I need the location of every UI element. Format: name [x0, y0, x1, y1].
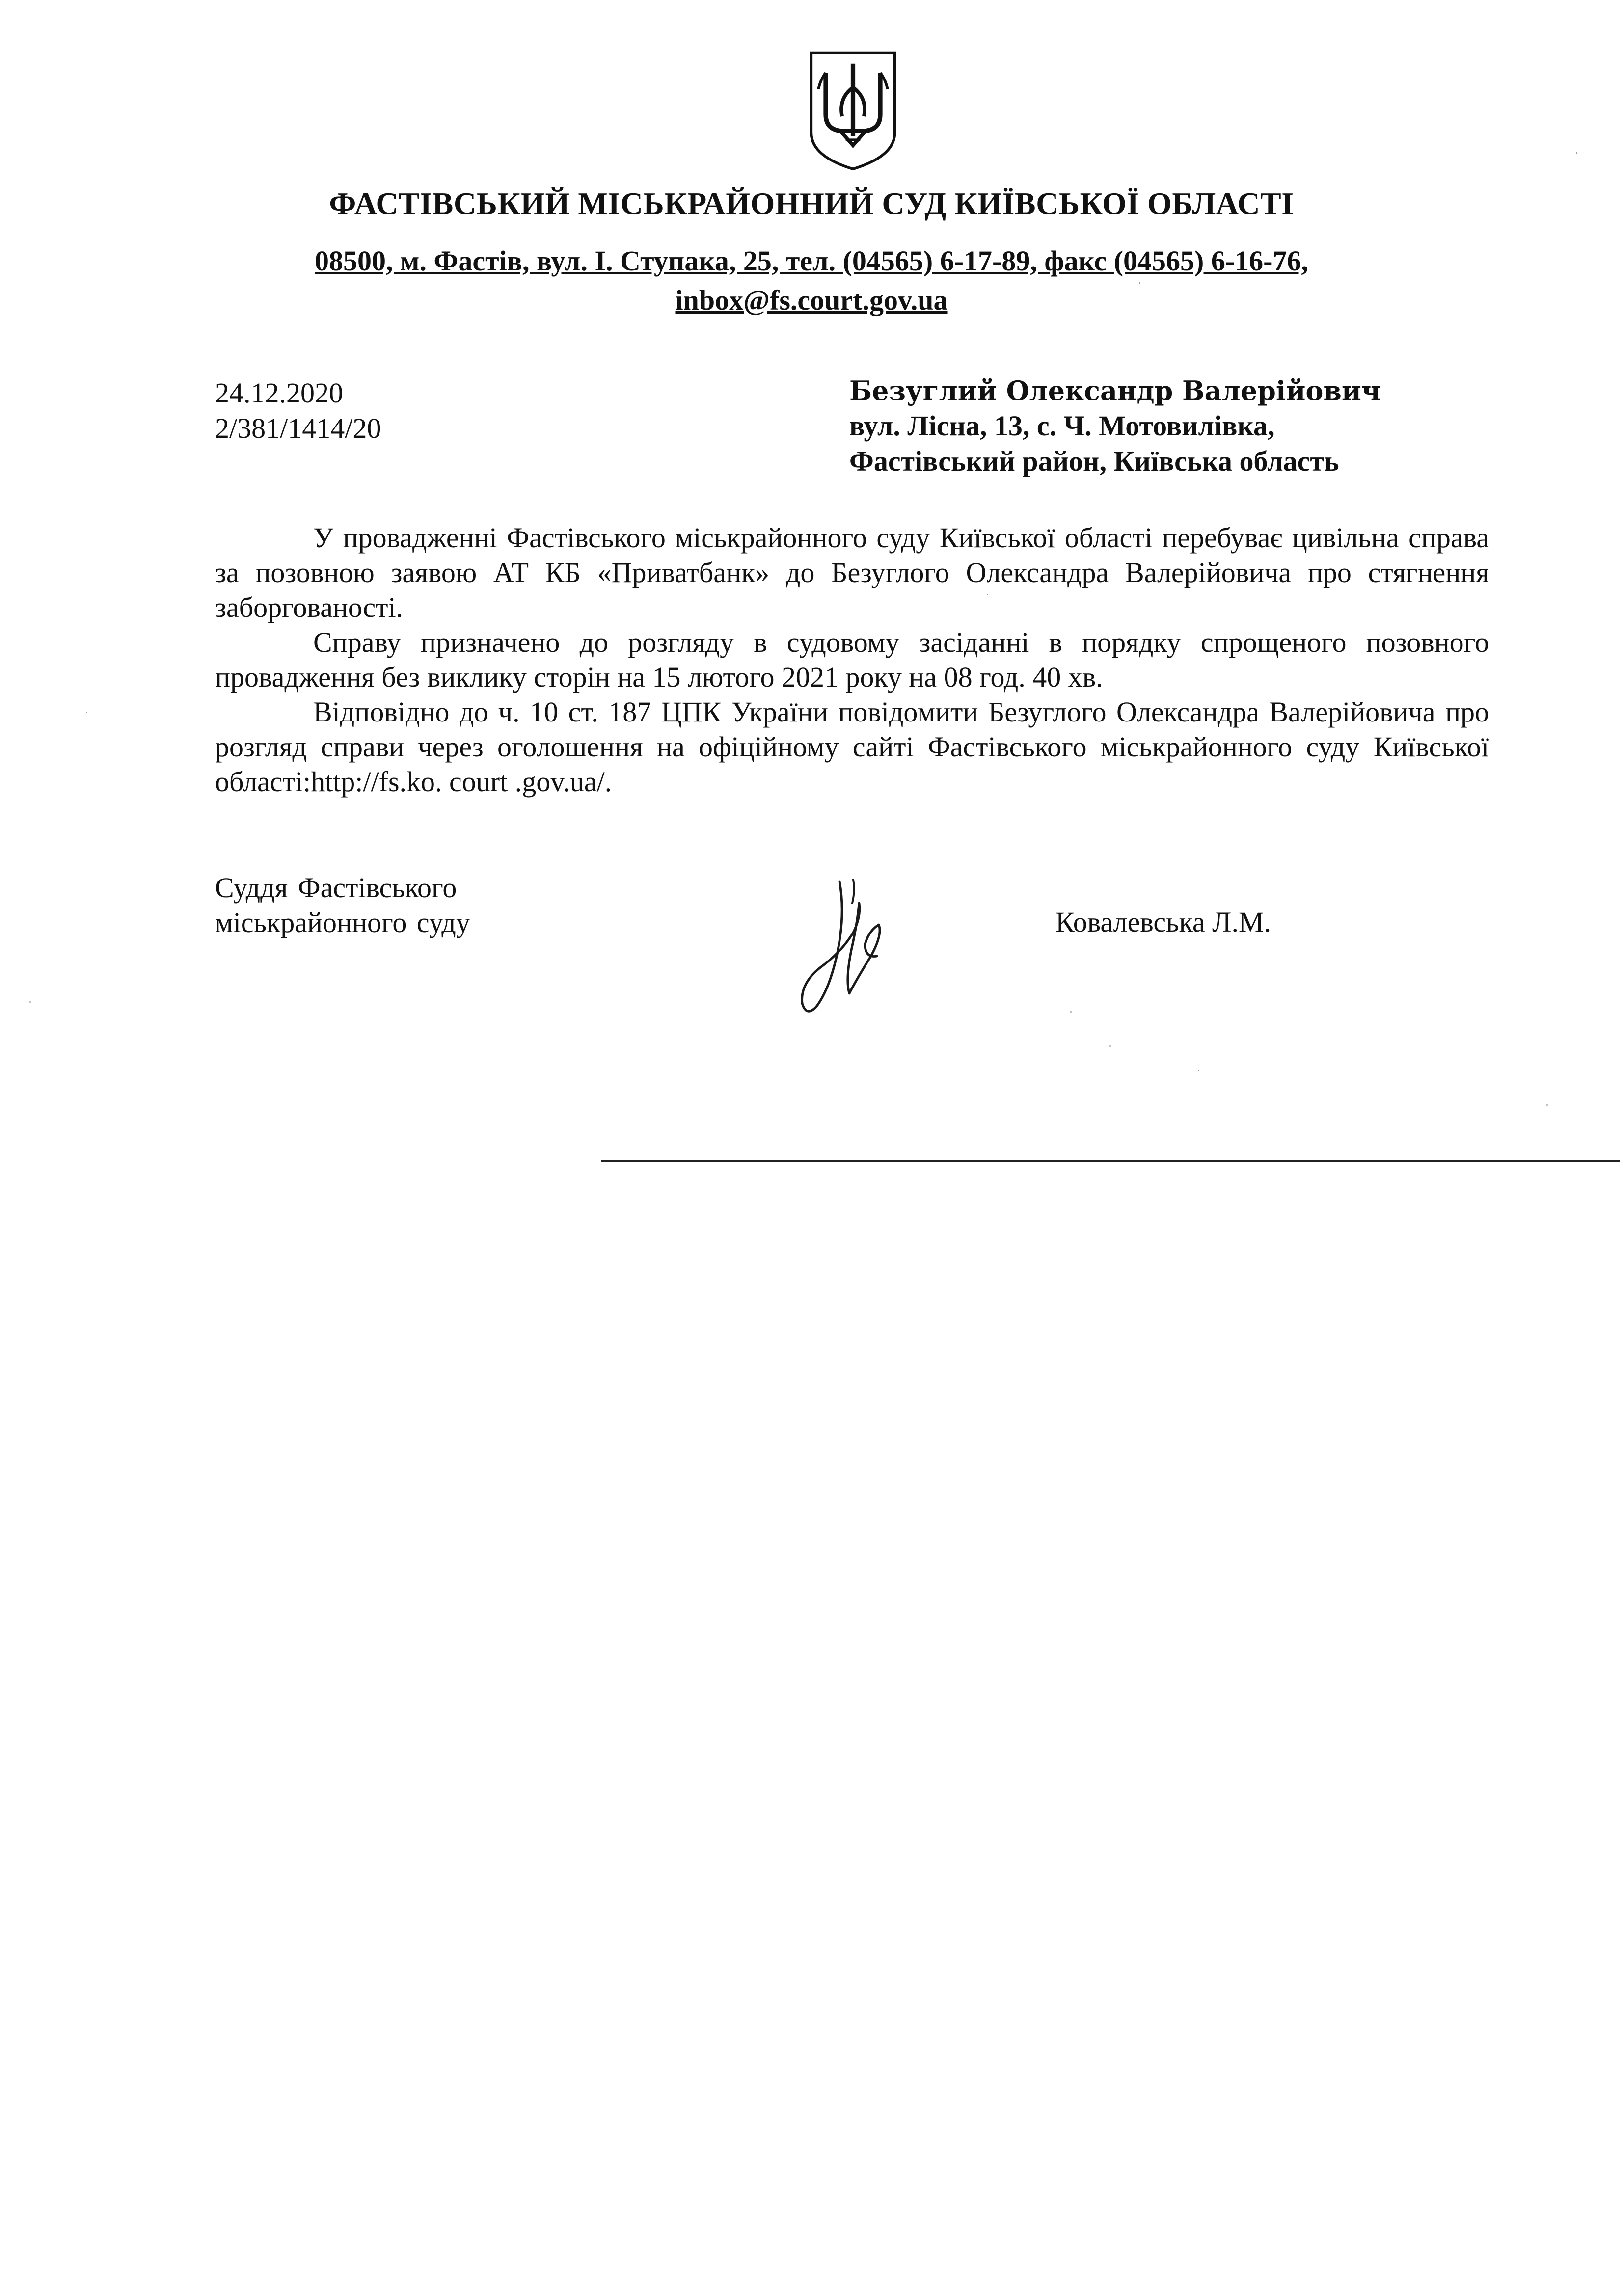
judge-title-line2: міськрайонного суду — [215, 907, 470, 938]
handwritten-signature — [781, 874, 908, 1021]
scan-speck — [987, 594, 988, 595]
scan-speck — [1109, 1045, 1111, 1047]
judge-title — [215, 870, 470, 940]
trident-emblem-icon — [808, 49, 898, 172]
body-paragraph-1: У провадженні Фастівського міськрайонного суду Київської області перебуває цивільна справа за позовною заявою АТ КБ «Приватбанк» до Безуглого Олександра Валерійовича про стягнення заборгованості. — [215, 522, 1489, 623]
court-address-line1: 08500, м. Фастів, вул. І. Ступака, 25, тел. (04565) 6-17-89, факс (04565) 6-16-76, — [315, 245, 1308, 277]
court-address — [0, 241, 1623, 320]
body-paragraph-3: Відповідно до ч. 10 ст. 187 ЦПК України повідомити Безуглого Олександра Валерійовича про розгляд справи через оголошення на офіційному сайті Фастівського міськрайонного суду Київської області:http://fs.ko. court .gov.ua/. — [215, 696, 1489, 798]
recipient-name: Безуглий Олександр Валерійович — [849, 375, 1381, 406]
recipient-address-line1: вул. Лісна, 13, с. Ч. Мотовилівка, — [849, 410, 1275, 442]
scan-speck — [29, 1001, 31, 1003]
scan-speck — [1198, 1070, 1199, 1071]
judge-name: Ковалевська Л.М. — [1055, 906, 1271, 938]
court-email: inbox@fs.court.gov.ua — [675, 284, 948, 316]
scan-speck — [86, 712, 87, 713]
scan-speck — [1546, 1104, 1548, 1106]
letter-body — [215, 520, 1489, 799]
case-number: 2/381/1414/20 — [215, 412, 381, 444]
body-paragraph-2: Справу призначено до розгляду в судовому засіданні в порядку спрощеного позовного провадження без виклику сторін на 15 лютого 2021 року на 08 год. 40 хв. — [215, 626, 1489, 693]
document-meta — [215, 375, 381, 446]
bottom-rule — [601, 1160, 1620, 1162]
recipient-block — [849, 373, 1381, 479]
judge-title-line1: Суддя Фастівського — [215, 872, 457, 904]
court-name-heading: ФАСТІВСЬКИЙ МІСЬКРАЙОННИЙ СУД КИЇВСЬКОЇ ОБЛАСТІ — [329, 186, 1294, 221]
scan-speck — [1070, 1011, 1072, 1013]
scan-speck — [1139, 282, 1140, 284]
document-date: 24.12.2020 — [215, 377, 343, 409]
recipient-address-line2: Фастівський район, Київська область — [849, 445, 1339, 477]
scan-speck — [1576, 152, 1577, 154]
